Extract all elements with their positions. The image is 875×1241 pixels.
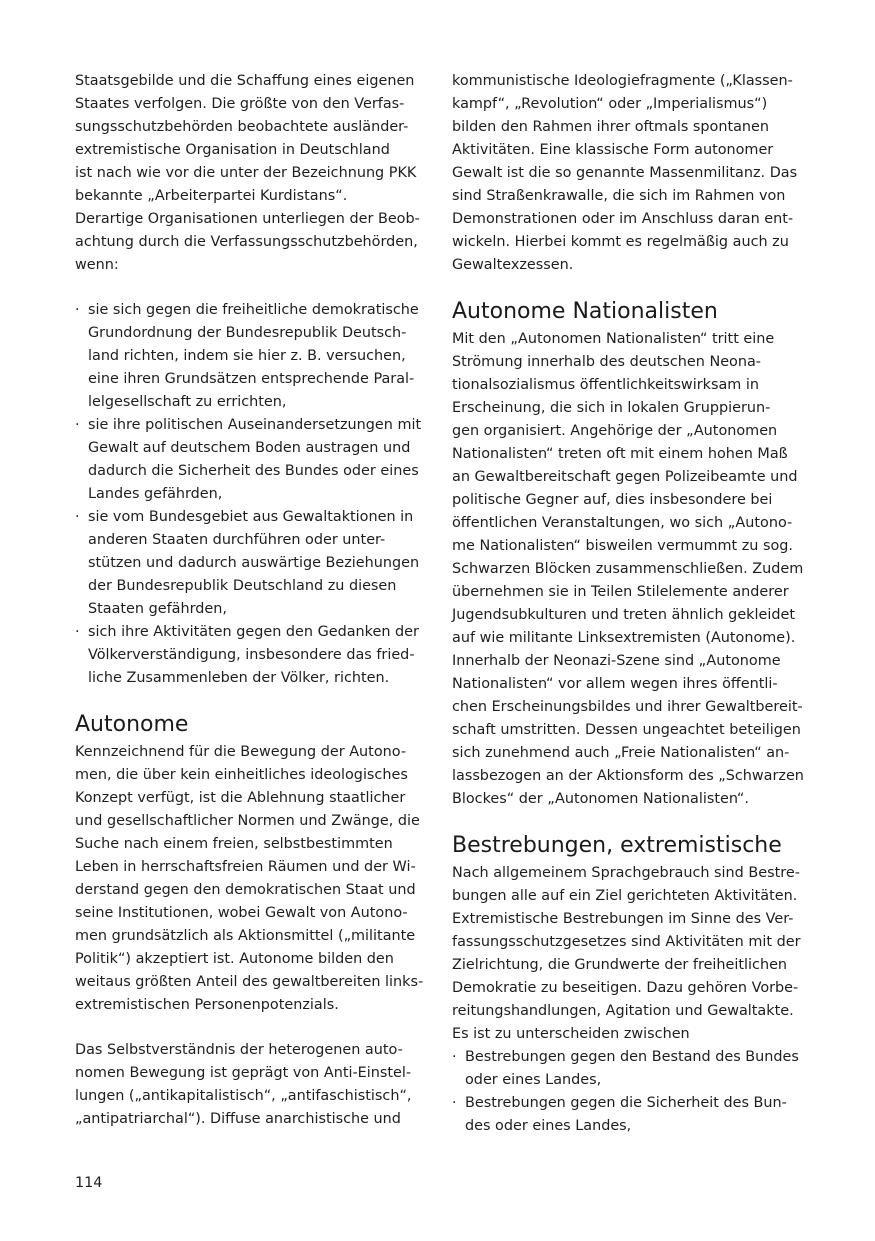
- page-number: 114: [75, 1175, 103, 1191]
- list-item-line: [75, 414, 430, 437]
- heading-autonome: Autonome: [75, 712, 189, 737]
- text-line: Staatsgebilde und die Schaffung eines eigenen: [75, 73, 415, 89]
- list-item-line: [75, 483, 430, 506]
- nationalisten-paragraph: [452, 328, 807, 811]
- text-line: Nationalisten“ treten oft mit einem hohen Maß: [452, 446, 788, 462]
- text-line: fassungsschutzgesetzes sind Aktivitäten mit der: [452, 934, 801, 950]
- list-item-line: [75, 667, 430, 690]
- list-item-text: anderen Staaten durchführen oder unter-: [88, 532, 386, 548]
- list-item-line: [75, 598, 430, 621]
- list-item-text: oder eines Landes,: [465, 1072, 602, 1088]
- text-line: men grundsätzlich als Aktionsmittel („militante: [75, 928, 416, 944]
- bullet-icon: ·: [452, 1095, 457, 1111]
- list-item-line: [75, 437, 430, 460]
- list-item-text: Gewalt auf deutschem Boden austragen und: [88, 440, 411, 456]
- list-item: [75, 414, 430, 506]
- text-line: Konzept verfügt, ist die Ablehnung staatlicher: [75, 790, 406, 806]
- text-line: Gewaltexzessen.: [452, 257, 574, 273]
- bullet-icon: ·: [75, 509, 80, 525]
- list-item: [452, 1092, 807, 1138]
- list-item-line: [75, 506, 430, 529]
- list-item-line: [75, 552, 430, 575]
- text-line: kommunistische Ideologiefragmente („Klassen-: [452, 73, 793, 89]
- text-line: Strömung innerhalb des deutschen Neona-: [452, 354, 761, 370]
- text-line: chen Erscheinungsbildes und ihrer Gewaltbereit-: [452, 699, 803, 715]
- list-item: [452, 1046, 807, 1092]
- text-line: Suche nach einem freien, selbstbestimmten: [75, 836, 393, 852]
- text-line: achtung durch die Verfassungsschutzbehörden,: [75, 234, 418, 250]
- text-line: Gewalt ist die so genannte Massenmilitanz. Das: [452, 165, 798, 181]
- text-line: Erscheinung, die sich in lokalen Gruppierun-: [452, 400, 771, 416]
- text-line: politische Gegner auf, dies insbesondere bei: [452, 492, 773, 508]
- left-column: [75, 70, 430, 1131]
- text-line: Nach allgemeinem Sprachgebrauch sind Bestre-: [452, 865, 800, 881]
- list-item-text: stützen und dadurch auswärtige Beziehungen: [88, 555, 420, 571]
- heading-bestrebungen: Bestrebungen, extremistische: [452, 833, 782, 858]
- list-item-line: [452, 1069, 807, 1092]
- text-line: Aktivitäten. Eine klassische Form autonomer: [452, 142, 774, 158]
- text-line: Es ist zu unterscheiden zwischen: [452, 1026, 690, 1042]
- text-line: Das Selbstverständnis der heterogenen auto-: [75, 1042, 403, 1058]
- heading-autonome-nationalisten: Autonome Nationalisten: [452, 299, 718, 324]
- list-item-line: [75, 575, 430, 598]
- text-line: Politik“) akzeptiert ist. Autonome bilden den: [75, 951, 394, 967]
- text-line: Derartige Organisationen unterliegen der Beob-: [75, 211, 420, 227]
- text-line: kampf“, „Revolution“ oder „Imperialismus“): [452, 96, 768, 112]
- text-line: lassbezogen an der Aktionsform des „Schwarzen: [452, 768, 804, 784]
- list-item: [75, 299, 430, 414]
- list-item-text: Grundordnung der Bundesrepublik Deutsch-: [88, 325, 407, 341]
- text-line: bekannte „Arbeiterpartei Kurdistans“.: [75, 188, 348, 204]
- text-line: men, die über kein einheitliches ideologisches: [75, 767, 408, 783]
- intro-paragraph: [75, 70, 430, 277]
- text-line: Demonstrationen oder im Anschluss daran ent-: [452, 211, 794, 227]
- text-line: schaft umstritten. Dessen ungeachtet beteiligen: [452, 722, 801, 738]
- text-line: Staates verfolgen. Die größte von den Verfas-: [75, 96, 405, 112]
- list-item-line: [75, 391, 430, 414]
- text-line: nomen Bewegung ist geprägt von Anti-Einstel-: [75, 1065, 412, 1081]
- list-item: [75, 621, 430, 690]
- list-item-line: [452, 1115, 807, 1138]
- text-line: extremistischen Personenpotenzials.: [75, 997, 339, 1013]
- text-line: tionalsozialismus öffentlichkeitswirksam in: [452, 377, 759, 393]
- text-line: Mit den „Autonomen Nationalisten“ tritt eine: [452, 331, 775, 347]
- text-line: auf wie militante Linksextremisten (Autonome).: [452, 630, 796, 646]
- text-line: und gesellschaftlicher Normen und Zwänge, die: [75, 813, 420, 829]
- list-item-text: der Bundesrepublik Deutschland zu diesen: [88, 578, 397, 594]
- right-column: [452, 70, 807, 1138]
- text-line: wickeln. Hierbei kommt es regelmäßig auch zu: [452, 234, 789, 250]
- bestrebungen-list: [452, 1046, 807, 1138]
- text-line: Nationalisten“ vor allem wegen ihres öffentli-: [452, 676, 778, 692]
- list-item-text: sie ihre politischen Auseinandersetzungen mit: [88, 417, 422, 433]
- text-line: Zielrichtung, die Grundwerte der freiheitlichen: [452, 957, 788, 973]
- list-item-text: dadurch die Sicherheit des Bundes oder eines: [88, 463, 419, 479]
- bullet-icon: ·: [75, 417, 80, 433]
- text-line: reitungshandlungen, Agitation und Gewaltakte.: [452, 1003, 794, 1019]
- text-line: an Gewaltbereitschaft gegen Polizeibeamte und: [452, 469, 798, 485]
- text-line: seine Institutionen, wobei Gewalt von Autono-: [75, 905, 408, 921]
- text-line: derstand gegen den demokratischen Staat und: [75, 882, 416, 898]
- text-line: Extremistische Bestrebungen im Sinne des Ver-: [452, 911, 794, 927]
- text-line: Leben in herrschaftsfreien Räumen und der Wi-: [75, 859, 416, 875]
- list-item: [75, 506, 430, 621]
- text-line: sungsschutzbehörden beobachtete ausländer-: [75, 119, 409, 135]
- list-item-line: [452, 1046, 807, 1069]
- autonome-paragraph: [75, 741, 430, 1017]
- text-line: „antipatriarchal“). Diffuse anarchistische und: [75, 1111, 401, 1127]
- text-line: Blockes“ der „Autonomen Nationalisten“.: [452, 791, 749, 807]
- list-item-line: [75, 299, 430, 322]
- text-line: Jugendsubkulturen und treten ähnlich gekleidet: [452, 607, 795, 623]
- list-item-line: [75, 460, 430, 483]
- list-item-text: Völkerverständigung, insbesondere das fried-: [88, 647, 415, 663]
- bullet-icon: ·: [75, 302, 80, 318]
- bullet-icon: ·: [75, 624, 80, 640]
- text-line: ist nach wie vor die unter der Bezeichnung PKK: [75, 165, 417, 181]
- list-item-text: liche Zusammenleben der Völker, richten.: [88, 670, 390, 686]
- text-line: sich zunehmend auch „Freie Nationalisten“ an-: [452, 745, 790, 761]
- list-item-line: [75, 621, 430, 644]
- text-line: Innerhalb der Neonazi-Szene sind „Autonome: [452, 653, 781, 669]
- list-item-text: Landes gefährden,: [88, 486, 223, 502]
- selbstverstaendnis-paragraph: [75, 1039, 430, 1131]
- list-item-line: [452, 1092, 807, 1115]
- text-line: wenn:: [75, 257, 119, 273]
- bullet-icon: ·: [452, 1049, 457, 1065]
- continuation-paragraph: [452, 70, 807, 277]
- list-item-text: sie vom Bundesgebiet aus Gewaltaktionen in: [88, 509, 414, 525]
- text-line: bungen alle auf ein Ziel gerichteten Aktivitäten.: [452, 888, 798, 904]
- list-item-line: [75, 345, 430, 368]
- text-line: Demokratie zu beseitigen. Dazu gehören Vorbe-: [452, 980, 799, 996]
- text-line: sind Straßenkrawalle, die sich im Rahmen von: [452, 188, 786, 204]
- text-line: Kennzeichnend für die Bewegung der Autono-: [75, 744, 407, 760]
- bestrebungen-paragraph: [452, 862, 807, 1046]
- list-item-line: [75, 529, 430, 552]
- text-line: weitaus größten Anteil des gewaltbereiten links-: [75, 974, 424, 990]
- text-line: gen organisiert. Angehörige der „Autonomen: [452, 423, 778, 439]
- list-item-text: des oder eines Landes,: [465, 1118, 632, 1134]
- list-item-text: eine ihren Grundsätzen entsprechende Paral-: [88, 371, 415, 387]
- list-item-text: Staaten gefährden,: [88, 601, 227, 617]
- list-item-text: lelgesellschaft zu errichten,: [88, 394, 287, 410]
- list-item-line: [75, 368, 430, 391]
- text-line: lungen („antikapitalistisch“, „antifaschistisch“,: [75, 1088, 412, 1104]
- text-line: öffentlichen Veranstaltungen, wo sich „Autono-: [452, 515, 793, 531]
- text-line: bilden den Rahmen ihrer oftmals spontanen: [452, 119, 770, 135]
- list-item-text: sie sich gegen die freiheitliche demokratische: [88, 302, 419, 318]
- text-line: übernehmen sie in Teilen Stilelemente anderer: [452, 584, 789, 600]
- criteria-list: [75, 299, 430, 690]
- list-item-line: [75, 644, 430, 667]
- text-line: extremistische Organisation in Deutschland: [75, 142, 390, 158]
- list-item-line: [75, 322, 430, 345]
- text-line: Schwarzen Blöcken zusammenschließen. Zudem: [452, 561, 804, 577]
- list-item-text: Bestrebungen gegen die Sicherheit des Bun-: [465, 1095, 787, 1111]
- text-line: me Nationalisten“ bisweilen vermummt zu sog.: [452, 538, 793, 554]
- list-item-text: land richten, indem sie hier z. B. versuchen,: [88, 348, 406, 364]
- list-item-text: sich ihre Aktivitäten gegen den Gedanken der: [88, 624, 419, 640]
- list-item-text: Bestrebungen gegen den Bestand des Bundes: [465, 1049, 799, 1065]
